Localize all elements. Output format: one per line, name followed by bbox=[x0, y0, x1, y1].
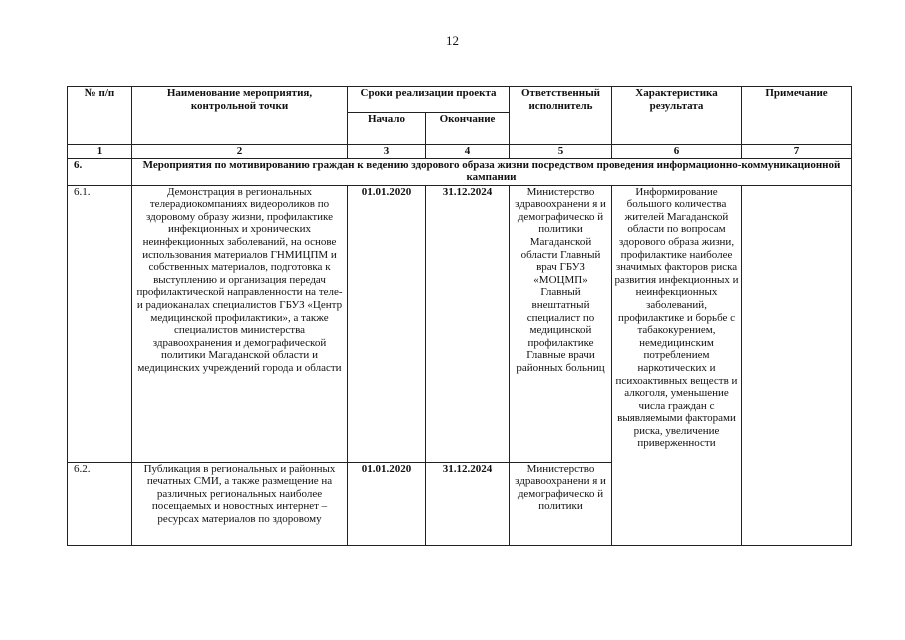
header-terms: Сроки реализации проекта bbox=[348, 87, 510, 113]
section-row bbox=[68, 158, 852, 185]
activities-table bbox=[67, 86, 852, 546]
row-start-date: 01.01.2020 bbox=[348, 462, 426, 545]
row-responsible: Министерство здравоохранени я и демографическо й политики bbox=[510, 462, 612, 545]
section-number: 6. bbox=[68, 158, 132, 185]
header-name: Наименование мероприятия, контрольной точки bbox=[132, 87, 348, 145]
column-number: 3 bbox=[348, 145, 426, 159]
header-result: Характеристика результата bbox=[612, 87, 742, 145]
header-row bbox=[68, 87, 852, 113]
column-number: 1 bbox=[68, 145, 132, 159]
row-end-date: 31.12.2024 bbox=[426, 185, 510, 462]
row-number: 6.2. bbox=[68, 462, 132, 545]
result-text: Информирование большого количества жителей Магаданской области по вопросам здорового образа жизни, профилактике наиболее значимых факторов риска развития инфекционных и неинфекционных заболеваний, профилактике и борьбе с табакокурением, немедицинским потреблением наркотических и психоактивных веществ и алкоголя, уменьшение числа граждан с выявляемыми факторами риска, увеличение приверженности bbox=[614, 185, 739, 450]
row-end-date: 31.12.2024 bbox=[426, 462, 510, 545]
row-number: 6.1. bbox=[68, 185, 132, 462]
header-end: Окончание bbox=[426, 113, 510, 145]
page-number: 12 bbox=[446, 33, 459, 48]
row-result bbox=[612, 185, 742, 545]
row-activity-text: Публикация в региональных и районных печатных СМИ, а также размещение на различных региональных наиболее посещаемых и новостных интернет – ресурсах материалов по здоровому bbox=[143, 462, 336, 525]
column-number: 2 bbox=[132, 145, 348, 159]
row-responsible: Министерство здравоохранени я и демографическо й политики Магаданской области Главный врач ГБУЗ «МОЦМП» Главный внештатный специалист по медицинской профилактике Главные врачи районных больниц bbox=[510, 185, 612, 462]
column-number-row bbox=[68, 145, 852, 159]
column-number: 6 bbox=[612, 145, 742, 159]
column-number: 5 bbox=[510, 145, 612, 159]
header-responsible: Ответственный исполнитель bbox=[510, 87, 612, 145]
table-row bbox=[68, 185, 852, 462]
column-number: 4 bbox=[426, 145, 510, 159]
row-activity-name bbox=[132, 462, 348, 545]
header-num: № п/п bbox=[68, 87, 132, 145]
row-activity-name: Демонстрация в региональных телерадиокомпаниях видеороликов по здоровому образу жизни, профилактике инфекционных и хронических неинфекционных заболеваний, на основе использования материалов ГНМИЦПМ и собственных материалов, подготовка к выступлению и организация передач профилактической направленности на теле- и радиоканалах специалистов ГБУЗ «Центр медицинской профилактики», а также специалистов министерства здравоохранения и демографической политики Магаданской области и медицинских учреждений города и области bbox=[132, 185, 348, 462]
header-note: Примечание bbox=[742, 87, 852, 145]
section-title: Мероприятия по мотивированию граждан к ведению здорового образа жизни посредством проведения информационно-коммуникационной кампании bbox=[132, 158, 852, 185]
row-start-date: 01.01.2020 bbox=[348, 185, 426, 462]
header-start: Начало bbox=[348, 113, 426, 145]
row-note bbox=[742, 185, 852, 545]
column-number: 7 bbox=[742, 145, 852, 159]
